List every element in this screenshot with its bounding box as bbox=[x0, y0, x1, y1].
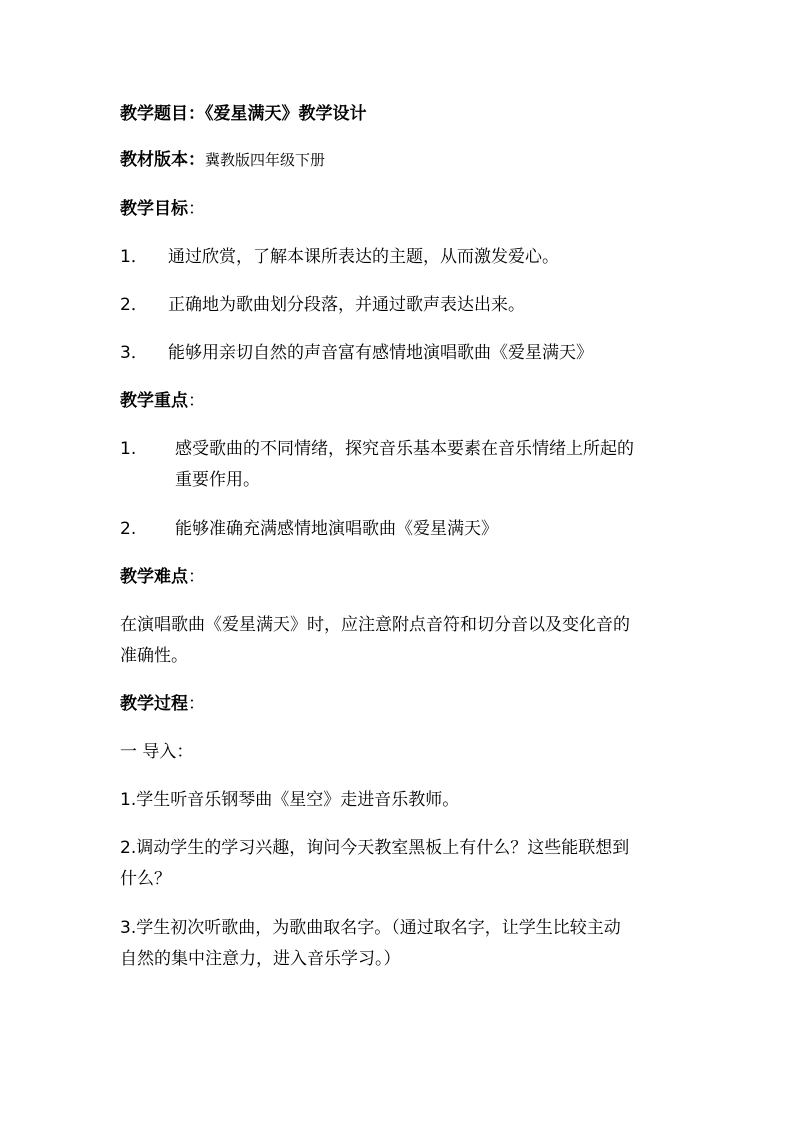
process-step-continued: 自然的集中注意力，进入音乐学习。） bbox=[120, 949, 401, 969]
key-points-heading: 教学重点： bbox=[120, 391, 205, 411]
objective-item: 3． 能够用亲切自然的声音富有感情地演唱歌曲《爱星满天》 bbox=[120, 343, 593, 363]
difficulties-heading: 教学难点： bbox=[120, 567, 205, 587]
key-point-item: 2. 能够准确充满感情地演唱歌曲《爱星满天》 bbox=[120, 519, 498, 539]
objective-item: 1． 通过欣赏，了解本课所表达的主题，从而激发爱心。 bbox=[120, 247, 559, 267]
difficulties-text: 在演唱歌曲《爱星满天》时，应注意附点音符和切分音以及变化音的 bbox=[120, 615, 630, 635]
section-intro: 一 导入： bbox=[120, 742, 194, 762]
edition-label: 教材版本： bbox=[120, 150, 205, 170]
process-step: 3.学生初次听歌曲，为歌曲取名字。（通过取名字，让学生比较主动 bbox=[120, 918, 621, 938]
process-step: 1.学生听音乐钢琴曲《星空》走进音乐教师。 bbox=[120, 790, 460, 810]
objectives-heading: 教学目标： bbox=[120, 199, 205, 219]
objective-item: 2． 正确地为歌曲划分段落，并通过歌声表达出来。 bbox=[120, 295, 525, 315]
process-step: 2.调动学生的学习兴趣，询问今天教室黑板上有什么？这些能联想到 bbox=[120, 838, 630, 858]
key-point-item: 1. 感受歌曲的不同情绪，探究音乐基本要素在音乐情绪上所起的 bbox=[120, 439, 634, 459]
lesson-title-value: 《爱星满天》教学设计 bbox=[205, 104, 367, 124]
textbook-edition bbox=[120, 150, 325, 170]
edition-value: 冀教版四年级下册 bbox=[205, 151, 326, 169]
process-heading: 教学过程： bbox=[120, 694, 205, 714]
difficulties-text-continued: 准确性。 bbox=[120, 646, 188, 666]
lesson-title-label: 教学题目： bbox=[120, 104, 205, 124]
lesson-title bbox=[120, 104, 367, 124]
key-point-item-continued: 重要作用。 bbox=[175, 470, 260, 490]
process-step-continued: 什么？ bbox=[120, 869, 171, 889]
